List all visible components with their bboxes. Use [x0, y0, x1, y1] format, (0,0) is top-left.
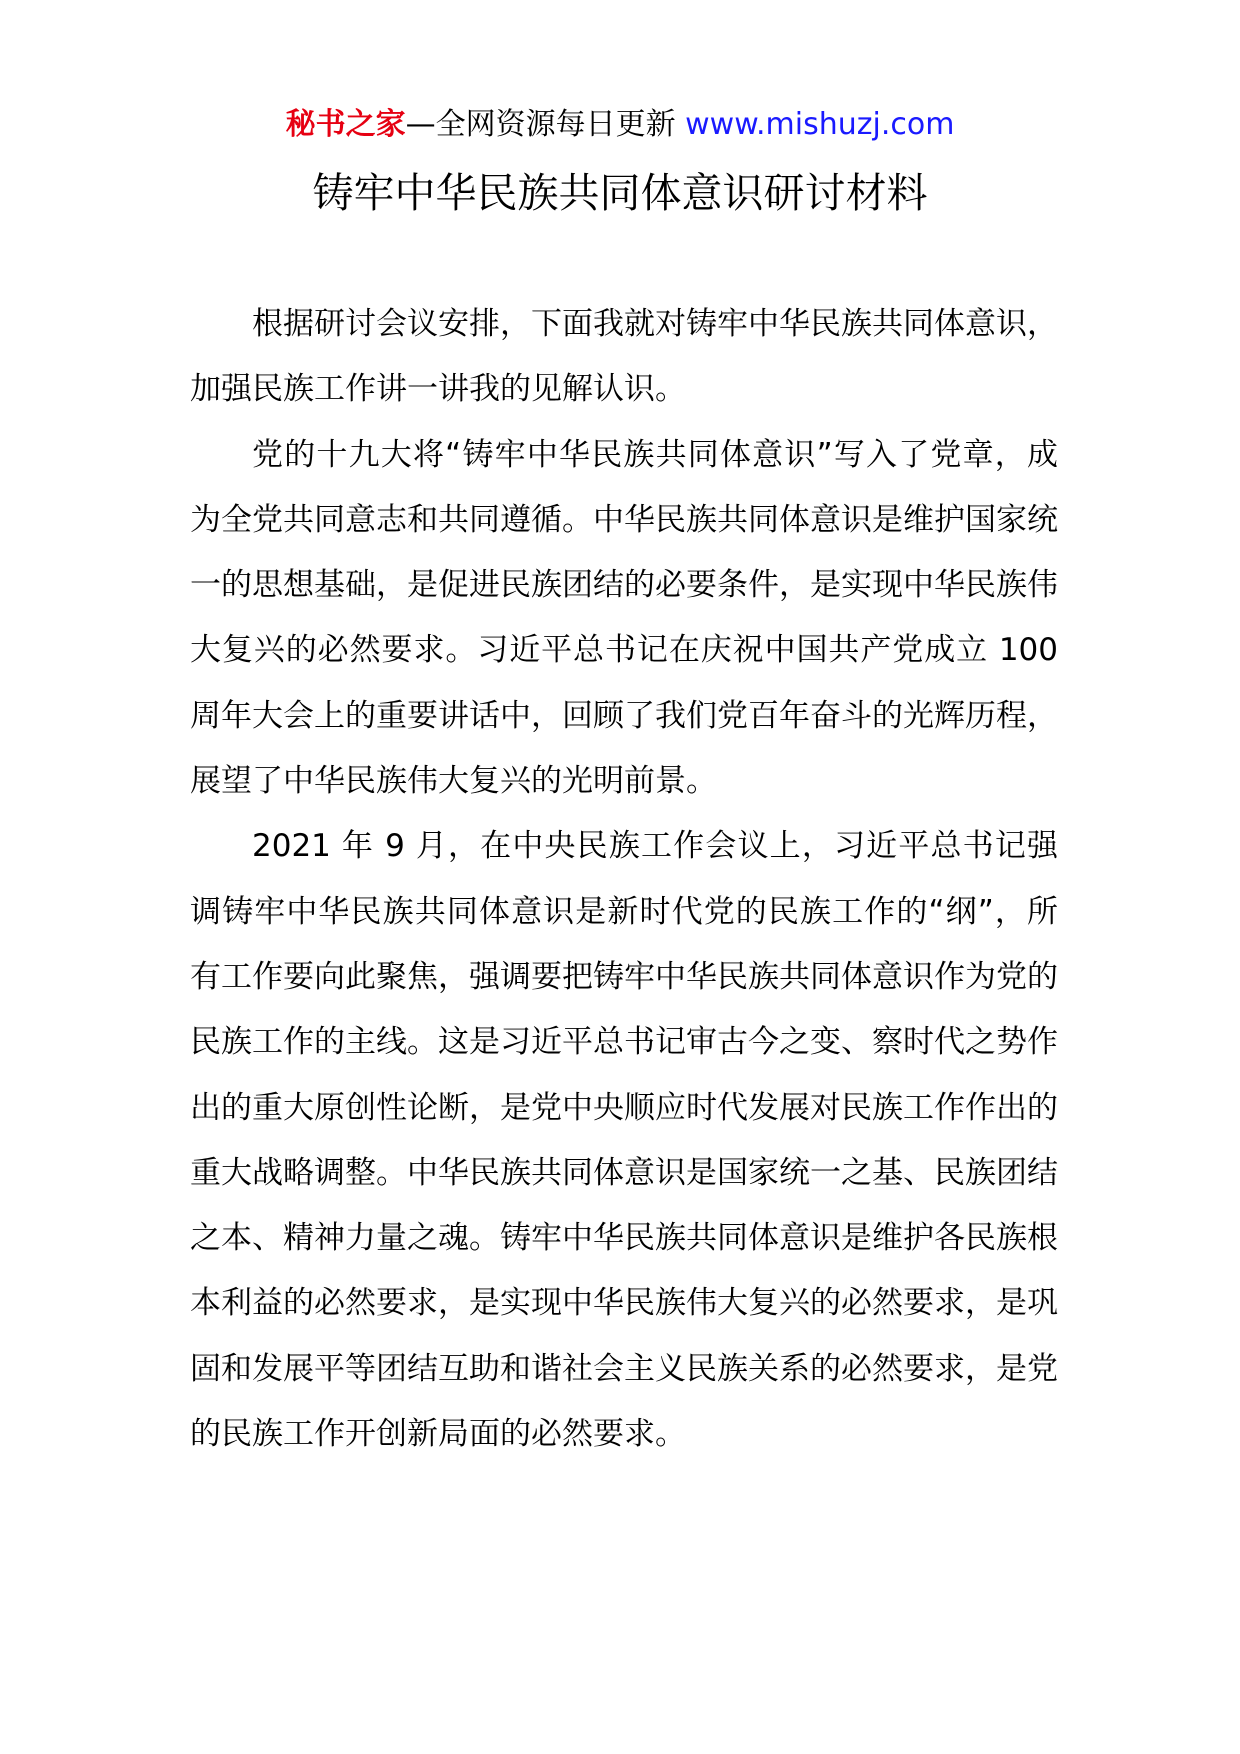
document-title: 铸牢中华民族共同体意识研讨材料: [312, 169, 928, 217]
site-url-link[interactable]: www.mishuzj.com: [685, 107, 955, 142]
body-paragraph: 党的十九大将“铸牢中华民族共同体意识”写入了党章，成为全党共同意志和共同遵循。中华民族共同体意识是维护国家统一的思想基础，是促进民族团结的必要条件，是实现中华民族伟大复兴的必然要求。习近平总书记在庆祝中国共产党成立 100 周年大会上的重要讲话中，回顾了我们党百年奋斗的光辉历程，展望了中华民族伟大复兴的光明前景。: [190, 436, 1058, 800]
site-tagline: —全网资源每日更新: [405, 107, 676, 142]
document-body: [190, 292, 1058, 1467]
site-header: [0, 100, 1240, 150]
site-name: 秘书之家: [285, 107, 406, 142]
body-paragraph: 2021 年 9 月，在中央民族工作会议上，习近平总书记强调铸牢中华民族共同体意识是新时代党的民族工作的“纲”，所有工作要向此聚焦，强调要把铸牢中华民族共同体意识作为党的民族工作的主线。这是习近平总书记审古今之变、察时代之势作出的重大原创性论断，是党中央顺应时代发展对民族工作作出的重大战略调整。中华民族共同体意识是国家统一之基、民族团结之本、精神力量之魂。铸牢中华民族共同体意识是维护各民族根本利益的必然要求，是实现中华民族伟大复兴的必然要求，是巩固和发展平等团结互助和谐社会主义民族关系的必然要求，是党的民族工作开创新局面的必然要求。: [190, 828, 1058, 1453]
body-paragraph: 根据研讨会议安排，下面我就对铸牢中华民族共同体意识，加强民族工作讲一讲我的见解认识。: [190, 306, 1058, 408]
